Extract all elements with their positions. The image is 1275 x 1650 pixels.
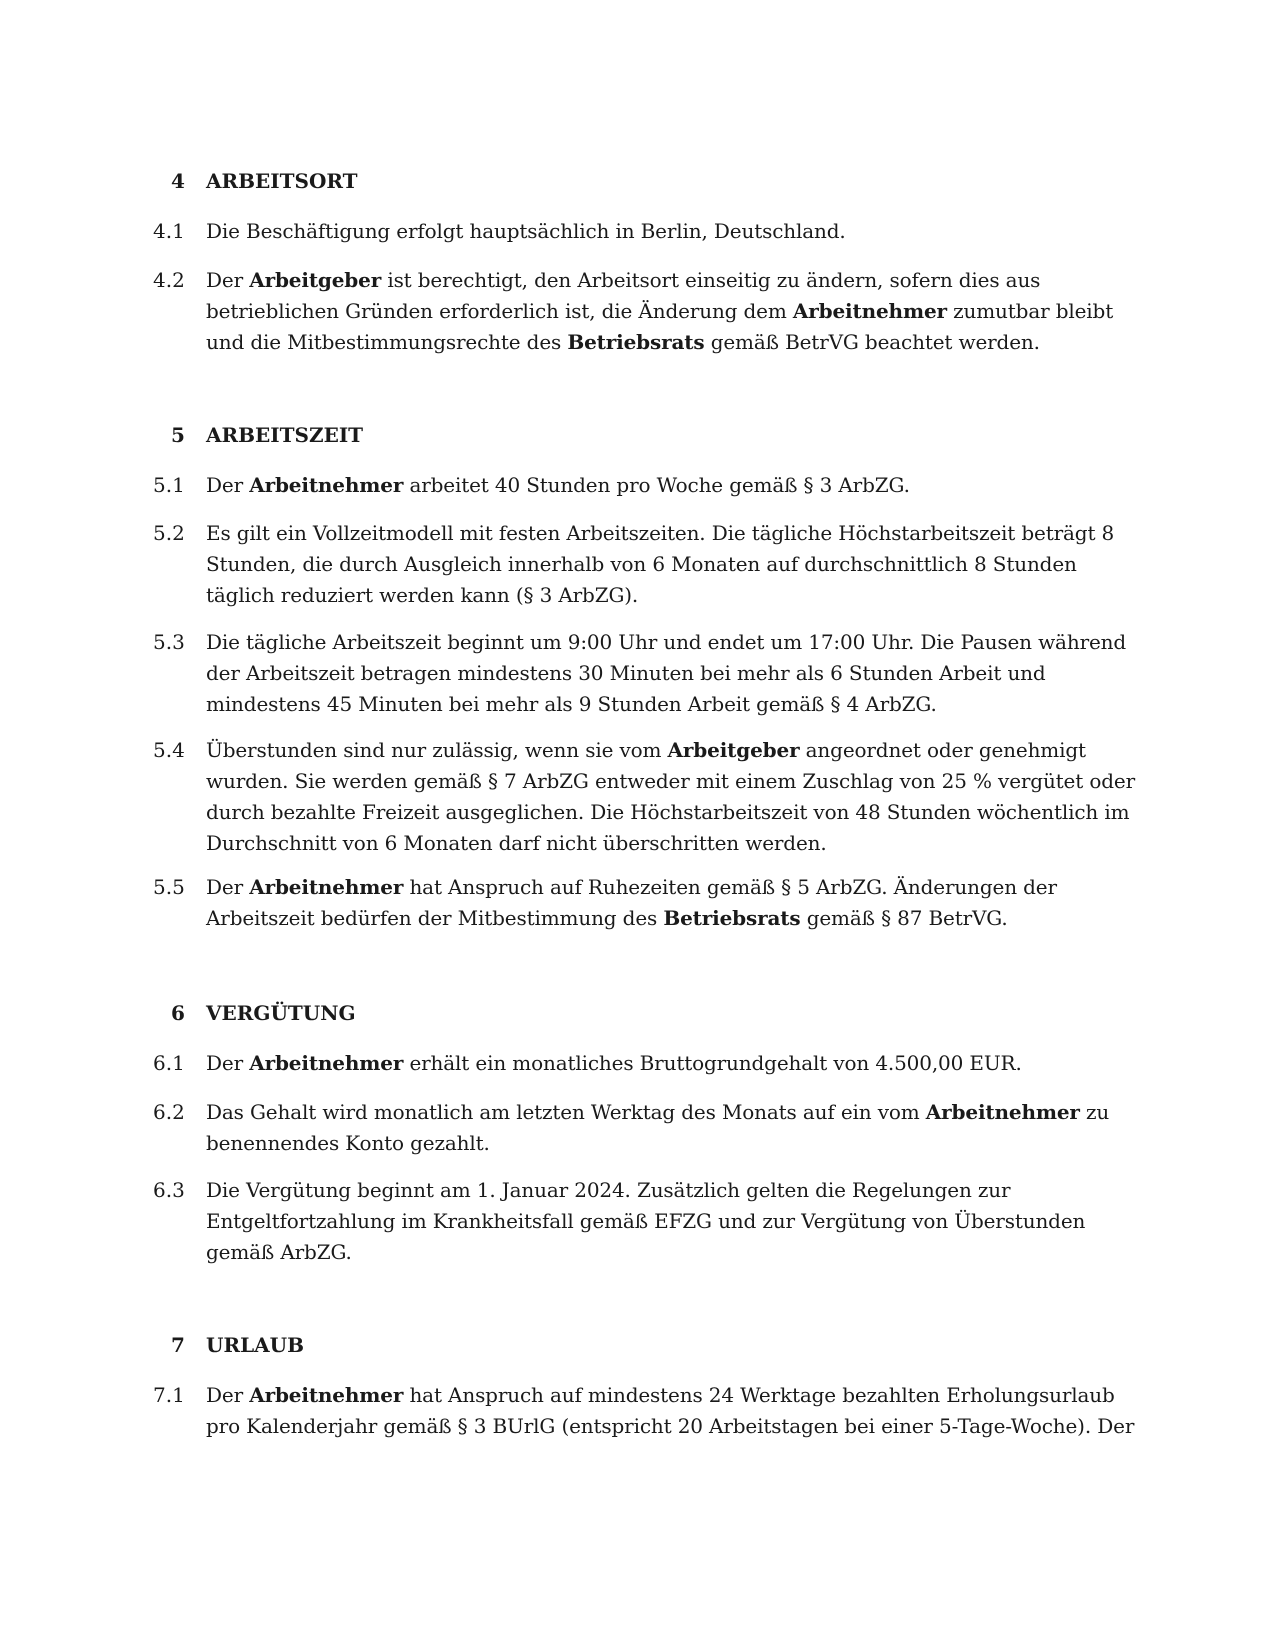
section-title: URLAUB: [206, 1333, 304, 1357]
clause-number: 4.2: [153, 268, 185, 292]
clause-text: [206, 872, 1136, 934]
clause-text-run: Der: [206, 268, 250, 292]
defined-term: Betriebsrats: [663, 906, 801, 930]
clause-text-run: Der: [206, 473, 250, 497]
clause-text-run: Überstunden sind nur zulässig, wenn sie vom: [206, 738, 668, 762]
defined-term: Arbeitnehmer: [792, 299, 947, 323]
clause-number: 5.1: [153, 473, 185, 497]
section-title: ARBEITSORT: [206, 169, 358, 193]
clause-text-run: Der: [206, 1383, 250, 1407]
defined-term: Betriebsrats: [567, 330, 705, 354]
defined-term: Arbeitgeber: [667, 738, 800, 762]
clause-number: 5.2: [153, 521, 185, 545]
clause-text-run: Die Vergütung beginnt am 1. Januar 2024. Zusätzlich gelten die Regelungen zur Entgeltfortzahlung im Krankheitsfall gemäß EFZG und zur Vergütung von Überstunden gemäß ArbZG.: [206, 1178, 1086, 1264]
section-title: ARBEITSZEIT: [206, 423, 364, 447]
clause-text-run: ist berechtigt, den Arbeitsort einseitig zu ändern, sofern dies aus betrieblichen Gründen erforderlich ist, die Änderung dem: [206, 268, 1041, 323]
clause-number: 5.5: [153, 875, 185, 899]
section-number: 7: [171, 1333, 185, 1357]
clause-text: [206, 470, 1136, 501]
clause-number: 6.1: [153, 1051, 185, 1075]
clause-text: [206, 627, 1136, 720]
defined-term: Arbeitnehmer: [925, 1100, 1080, 1124]
clause-text: [206, 735, 1136, 859]
clause-text-run: Die tägliche Arbeitszeit beginnt um 9:00 Uhr und endet um 17:00 Uhr. Die Pausen während der Arbeitszeit betragen mindestens 30 Minuten bei mehr als 6 Stunden Arbeit und mindestens 45 Minuten bei mehr als 9 Stunden Arbeit gemäß § 4 ArbZG.: [206, 630, 1127, 716]
clause-text: [206, 1048, 1136, 1079]
defined-term: Arbeitnehmer: [249, 1383, 404, 1407]
clause-text-run: Der: [206, 1051, 250, 1075]
section-number: 4: [171, 169, 185, 193]
clause-number: 4.1: [153, 219, 185, 243]
clause-text: [206, 265, 1136, 358]
clause-text-run: Der: [206, 875, 250, 899]
clause-text-run: zumutbar bleibt und die Mitbestimmungsrechte des: [206, 299, 1114, 354]
clause-number: 5.4: [153, 738, 185, 762]
clause-text-run: arbeitet 40 Stunden pro Woche gemäß § 3 ArbZG.: [403, 473, 910, 497]
clause-text-run: zu benennendes Konto gezahlt.: [206, 1100, 1110, 1155]
defined-term: Arbeitnehmer: [249, 875, 404, 899]
clause-text-run: gemäß § 87 BetrVG.: [800, 906, 1008, 930]
clause-text-run: hat Anspruch auf mindestens 24 Werktage bezahlten Erholungsurlaub pro Kalenderjahr gemäß § 3 BUrlG (entspricht 20 Arbeitstagen bei einer 5-Tage-Woche). Der: [206, 1383, 1135, 1438]
section-title: VERGÜTUNG: [206, 1001, 356, 1025]
clause-text-run: angeordnet oder genehmigt wurden. Sie werden gemäß § 7 ArbZG entweder mit einem Zuschlag von 25 % vergütet oder durch bezahlte Freizeit ausgeglichen. Die Höchstarbeitszeit von 48 Stunden wöchentlich im Durchschnitt von 6 Monaten darf nicht überschritten werden.: [206, 738, 1135, 855]
section-number: 5: [171, 423, 185, 447]
clause-text: [206, 518, 1136, 611]
clause-number: 5.3: [153, 630, 185, 654]
clause-text: [206, 1175, 1136, 1268]
clause-text-run: Die Beschäftigung erfolgt hauptsächlich in Berlin, Deutschland.: [206, 219, 846, 243]
defined-term: Arbeitgeber: [249, 268, 382, 292]
clause-text: [206, 216, 1136, 247]
defined-term: Arbeitnehmer: [249, 473, 404, 497]
clause-text-run: erhält ein monatliches Bruttogrundgehalt von 4.500,00 EUR.: [403, 1051, 1022, 1075]
clause-text: [206, 1097, 1136, 1159]
clause-text: [206, 1380, 1136, 1442]
section-number: 6: [171, 1001, 185, 1025]
clause-number: 6.2: [153, 1100, 185, 1124]
clause-text-run: gemäß BetrVG beachtet werden.: [704, 330, 1040, 354]
clause-number: 6.3: [153, 1178, 185, 1202]
clause-text-run: Das Gehalt wird monatlich am letzten Werktag des Monats auf ein vom: [206, 1100, 926, 1124]
clause-text-run: Es gilt ein Vollzeitmodell mit festen Arbeitszeiten. Die tägliche Höchstarbeitszeit beträgt 8 Stunden, die durch Ausgleich innerhalb von 6 Monaten auf durchschnittlich 8 Stunden täglich reduziert werden kann (§ 3 ArbZG).: [206, 521, 1115, 607]
clause-number: 7.1: [153, 1383, 185, 1407]
clause-text-run: hat Anspruch auf Ruhezeiten gemäß § 5 ArbZG. Änderungen der Arbeitszeit bedürfen der Mitbestimmung des: [206, 875, 1057, 930]
defined-term: Arbeitnehmer: [249, 1051, 404, 1075]
